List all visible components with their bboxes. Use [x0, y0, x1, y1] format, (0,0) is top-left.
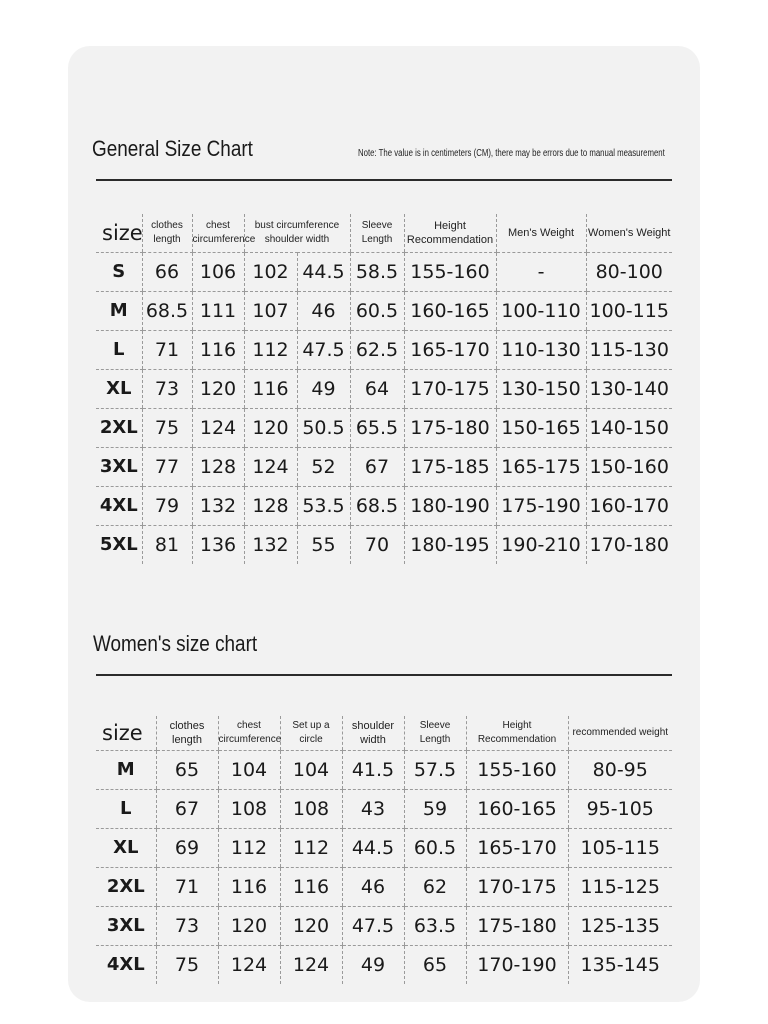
table-cell: 160-165	[466, 789, 568, 828]
table-cell: 71	[142, 330, 192, 369]
table-cell: 106	[192, 252, 244, 291]
size-label: 5XL	[99, 534, 138, 556]
table-cell: 180-190	[404, 486, 496, 525]
table-cell: 65.5	[350, 408, 404, 447]
header-shoulder-width: shoulder width	[342, 716, 404, 750]
table-cell: 70	[350, 525, 404, 564]
table-cell: 75	[156, 945, 218, 984]
header-set-up-a-circle: Set up a circle	[280, 716, 342, 750]
table-cell: 124	[192, 408, 244, 447]
size-label: M	[96, 750, 156, 789]
table-cell: 102	[244, 252, 297, 291]
table-cell: 116	[192, 330, 244, 369]
table-cell: 65	[404, 945, 466, 984]
table-cell: 160-165	[404, 291, 496, 330]
table-cell: 81	[142, 525, 192, 564]
table-cell: 136	[192, 525, 244, 564]
header-size: size	[96, 214, 142, 252]
table-cell: 47.5	[297, 330, 350, 369]
table-cell: 170-190	[466, 945, 568, 984]
table-cell: 66	[142, 252, 192, 291]
table-cell: 155-160	[466, 750, 568, 789]
table-cell: 79	[142, 486, 192, 525]
table-cell: 108	[218, 789, 280, 828]
table-cell: 62	[404, 867, 466, 906]
table-cell: 55	[297, 525, 350, 564]
table-cell: 130-150	[496, 369, 586, 408]
table-cell: 175-185	[404, 447, 496, 486]
table-cell: 67	[350, 447, 404, 486]
table-cell: 124	[280, 945, 342, 984]
table-cell: 120	[192, 369, 244, 408]
table-cell: 100-115	[586, 291, 672, 330]
size-label: XL	[96, 828, 156, 867]
header-sleeve-length: Sleeve Length	[404, 716, 466, 750]
table-row	[96, 330, 672, 369]
table-cell: 67	[156, 789, 218, 828]
general-title-divider	[96, 179, 672, 181]
table-cell: 124	[244, 447, 297, 486]
table-cell: 47.5	[342, 906, 404, 945]
table-cell: 65	[156, 750, 218, 789]
table-cell: 57.5	[404, 750, 466, 789]
table-cell: 75	[142, 408, 192, 447]
table-cell: 115-125	[568, 867, 672, 906]
table-cell: -	[496, 252, 586, 291]
table-cell: 62.5	[350, 330, 404, 369]
table-cell: 80-100	[586, 252, 672, 291]
header-chest-circumference: chest circumference	[192, 214, 244, 252]
table-cell: 69	[156, 828, 218, 867]
table-row	[96, 369, 672, 408]
table-cell: 104	[280, 750, 342, 789]
table-cell: 116	[280, 867, 342, 906]
table-cell: 44.5	[297, 252, 350, 291]
table-cell: 190-210	[496, 525, 586, 564]
table-cell: 73	[156, 906, 218, 945]
table-cell: 112	[244, 330, 297, 369]
table-row	[96, 906, 672, 945]
table-row	[96, 525, 672, 564]
table-cell: 175-180	[404, 408, 496, 447]
table-cell: 77	[142, 447, 192, 486]
table-cell: 150-160	[586, 447, 672, 486]
table-cell: 135-145	[568, 945, 672, 984]
table-cell: 108	[280, 789, 342, 828]
table-cell: 49	[297, 369, 350, 408]
table-cell: 120	[244, 408, 297, 447]
table-row	[96, 291, 672, 330]
size-label: 3XL	[96, 447, 142, 486]
table-row	[96, 828, 672, 867]
womens-title-divider	[96, 674, 672, 676]
table-row	[96, 750, 672, 789]
table-cell: 64	[350, 369, 404, 408]
table-cell: 130-140	[586, 369, 672, 408]
table-row	[96, 867, 672, 906]
table-cell: 116	[218, 867, 280, 906]
table-cell: 43	[342, 789, 404, 828]
table-cell: 160-170	[586, 486, 672, 525]
table-cell: 165-170	[404, 330, 496, 369]
header-mens-weight: Men's Weight	[496, 214, 586, 252]
table-cell: 49	[342, 945, 404, 984]
header-recommended-weight: recommended weight	[568, 716, 672, 750]
table-cell: 73	[142, 369, 192, 408]
table-cell: 100-110	[496, 291, 586, 330]
womens-header-row	[96, 716, 672, 750]
general-size-chart-title: General Size Chart	[92, 136, 253, 161]
general-size-table	[96, 214, 672, 564]
table-cell: 120	[280, 906, 342, 945]
table-cell: 71	[156, 867, 218, 906]
size-label: 3XL	[96, 906, 156, 945]
table-cell: 60.5	[350, 291, 404, 330]
table-cell: 60.5	[404, 828, 466, 867]
size-label: S	[96, 252, 142, 291]
table-cell: 140-150	[586, 408, 672, 447]
table-cell: 170-180	[586, 525, 672, 564]
table-cell: 63.5	[404, 906, 466, 945]
table-cell: 95-105	[568, 789, 672, 828]
table-cell: 128	[192, 447, 244, 486]
size-label: 4XL	[96, 486, 142, 525]
womens-size-table	[96, 716, 672, 984]
size-label: L	[96, 330, 142, 369]
table-cell: 115-130	[586, 330, 672, 369]
header-clothes-length: clothes length	[142, 214, 192, 252]
header-chest-circumference: chest circumference	[218, 716, 280, 750]
table-cell: 112	[218, 828, 280, 867]
table-cell: 59	[404, 789, 466, 828]
table-row	[96, 789, 672, 828]
table-cell: 165-175	[496, 447, 586, 486]
table-cell: 120	[218, 906, 280, 945]
womens-size-chart-title: Women's size chart	[93, 631, 258, 656]
table-cell: 132	[244, 525, 297, 564]
table-cell: 46	[342, 867, 404, 906]
size-label: 2XL	[96, 867, 156, 906]
table-cell: 110-130	[496, 330, 586, 369]
table-cell: 80-95	[568, 750, 672, 789]
table-cell: 128	[244, 486, 297, 525]
table-cell: 125-135	[568, 906, 672, 945]
size-label: M	[96, 291, 142, 330]
table-cell: 46	[297, 291, 350, 330]
table-cell: 44.5	[342, 828, 404, 867]
table-cell: 105-115	[568, 828, 672, 867]
table-cell: 116	[244, 369, 297, 408]
table-cell: 124	[218, 945, 280, 984]
measurement-note: Note: The value is in centimeters (CM), there may be errors due to manual measurement	[358, 148, 665, 159]
table-row	[96, 252, 672, 291]
general-header-row	[96, 214, 672, 252]
table-cell: 132	[192, 486, 244, 525]
table-cell: 170-175	[404, 369, 496, 408]
header-height-recommendation: Height Recommendation	[404, 214, 496, 252]
table-cell: 150-165	[496, 408, 586, 447]
table-row	[96, 408, 672, 447]
table-cell: 53.5	[297, 486, 350, 525]
table-cell: 180-195	[404, 525, 496, 564]
table-cell: 68.5	[142, 291, 192, 330]
table-cell: 41.5	[342, 750, 404, 789]
table-row	[96, 486, 672, 525]
header-womens-weight: Women's Weight	[586, 214, 672, 252]
table-cell: 170-175	[466, 867, 568, 906]
table-row	[96, 945, 672, 984]
table-cell: 111	[192, 291, 244, 330]
size-label: 2XL	[96, 408, 142, 447]
table-cell: 112	[280, 828, 342, 867]
size-label: XL	[96, 369, 142, 408]
table-row	[96, 447, 672, 486]
table-cell: 165-170	[466, 828, 568, 867]
table-cell: 58.5	[350, 252, 404, 291]
size-label: 4XL	[106, 954, 145, 976]
table-cell: 68.5	[350, 486, 404, 525]
header-bust-circumference-shoulder-width: bust circumference shoulder width	[244, 214, 350, 252]
table-cell: 175-190	[496, 486, 586, 525]
table-cell: 52	[297, 447, 350, 486]
header-clothes-length: clothes length	[156, 716, 218, 750]
header-height-recommendation: Height Recommendation	[466, 716, 568, 750]
table-cell: 104	[218, 750, 280, 789]
table-cell: 50.5	[297, 408, 350, 447]
header-sleeve-length: Sleeve Length	[350, 214, 404, 252]
table-cell: 155-160	[404, 252, 496, 291]
table-cell: 175-180	[466, 906, 568, 945]
size-label: L	[96, 789, 156, 828]
header-size: size	[96, 716, 156, 750]
table-cell: 107	[244, 291, 297, 330]
